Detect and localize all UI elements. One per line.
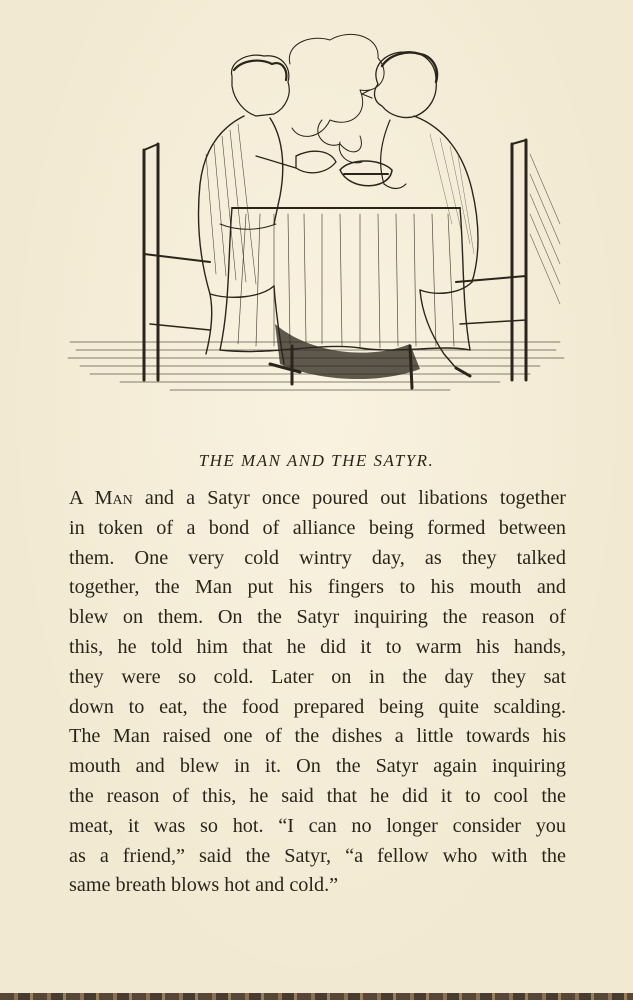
fable-text bbox=[69, 484, 566, 901]
text-line: mouth and blew in it. On the Satyr again inquiring bbox=[69, 755, 566, 778]
text-line: the reason of this, he said that he did it to cool the bbox=[69, 784, 566, 807]
text-line: same breath blows hot and cold.” bbox=[69, 874, 339, 897]
text-line: this, he told him that he did it to warm his hands, bbox=[69, 635, 566, 658]
text-line: down to eat, the food prepared being quite scalding. bbox=[69, 695, 566, 718]
text-line: them. One very cold wintry day, as they talked bbox=[69, 546, 566, 569]
text-line: A Man and a Satyr once poured out libations together bbox=[69, 487, 566, 509]
man-and-satyr-engraving bbox=[60, 24, 570, 414]
text-line: as a friend,” said the Satyr, “a fellow who with the bbox=[69, 844, 566, 867]
text-line: together, the Man put his fingers to his mouth and bbox=[69, 576, 566, 599]
text-line: blew on them. On the Satyr inquiring the reason of bbox=[69, 606, 566, 629]
text-line: in token of a bond of alliance being formed between bbox=[69, 516, 566, 539]
text-line: meat, it was so hot. “I can no longer consider you bbox=[69, 814, 566, 837]
lead-word: A Man bbox=[69, 487, 133, 509]
illustration-caption: THE MAN AND THE SATYR. bbox=[198, 451, 435, 470]
text-line: The Man raised one of the dishes a little towards his bbox=[69, 725, 566, 748]
page-bottom-edge bbox=[0, 993, 633, 1000]
text-line: they were so cold. Later on in the day they sat bbox=[69, 665, 566, 688]
